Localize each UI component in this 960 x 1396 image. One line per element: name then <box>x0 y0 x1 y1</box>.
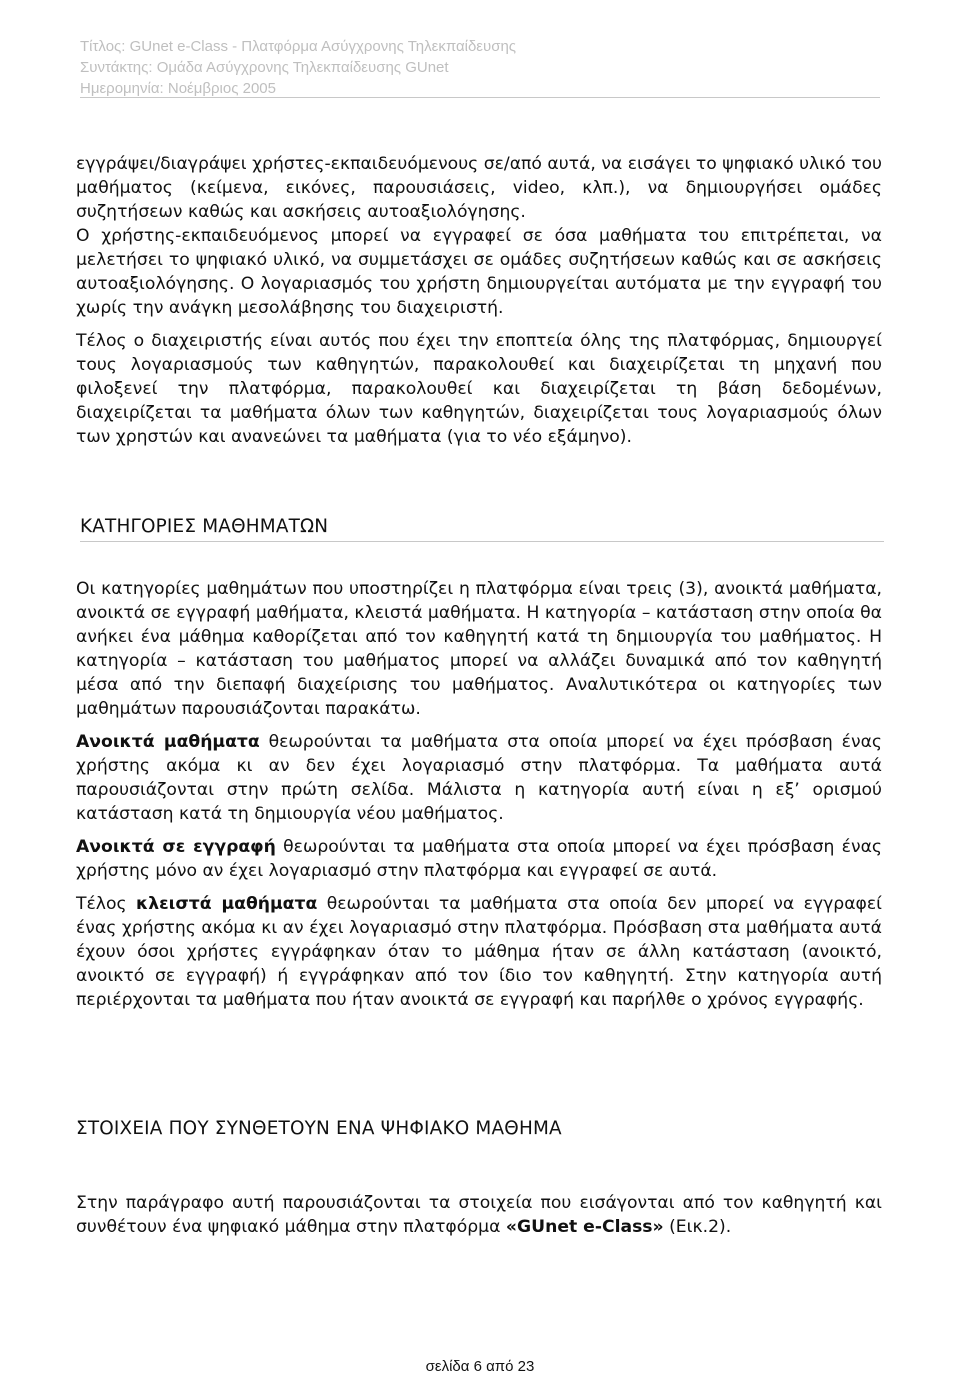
intro-paragraph-1: εγγράψει/διαγράψει χρήστες-εκπαιδευόμενους σε/από αυτά, να εισάγει το ψηφιακό υλικό του μαθήματος (κείμενα, εικόνες, παρουσιάσεις, video, κλπ.), να δημιουργήσει ομάδες συζητήσεων καθώς και ασκήσεις αυτοαξιολόγησης. <box>76 154 882 222</box>
intro-text <box>76 152 882 449</box>
section-heading-elements: ΣΤΟΙΧΕΙΑ ΠΟΥ ΣΥΝΘΕΤΟΥΝ ΕΝΑ ΨΗΦΙΑΚΟ ΜΑΘΗΜΑ <box>76 1118 562 1139</box>
elements-paragraph-1 <box>76 1191 882 1239</box>
header-author: Συντάκτης: Ομάδα Ασύγχρονης Τηλεκπαίδευσης GUnet <box>80 59 449 76</box>
header-divider <box>80 97 880 98</box>
categories-paragraph-open <box>76 730 882 826</box>
open-courses-text: θεωρούνται τα μαθήματα στα οποία μπορεί να έχει πρόσβαση ένας χρήστης ακόμα κι αν δεν έχει λογαριασμό στην πλατφόρμα. Τα μαθήματα αυτά παρουσιάζονται στην πρώτη σελίδα. Μάλιστα η κατηγορία αυτή είναι η εξ’ ορισμού κατάσταση κατά τη δημιουργία νέου μαθήματος. <box>76 732 882 824</box>
registration-courses-text: θεωρούνται τα μαθήματα στα οποία μπορεί να έχει πρόσβαση ένας χρήστης μόνο αν έχει λογαριασμό στην πλατφόρμα και εγγραφεί σε αυτά. <box>76 837 882 881</box>
closed-courses-prefix: Τέλος <box>76 894 137 914</box>
page-number: σελίδα 6 από 23 <box>425 1358 535 1375</box>
categories-paragraph-registration <box>76 835 882 883</box>
categories-paragraph-closed <box>76 892 882 1012</box>
header-title: Τίτλος: GUnet e-Class - Πλατφόρμα Ασύγχρονης Τηλεκπαίδευσης <box>80 38 517 55</box>
closed-courses-term: κλειστά μαθήματα <box>136 894 318 914</box>
categories-paragraph-1: Οι κατηγορίες μαθημάτων που υποστηρίζει η πλατφόρμα είναι τρεις (3), ανοικτά μαθήματα, ανοικτά σε εγγραφή μαθήματα, κλειστά μαθήματα. Η κατηγορία – κατάσταση στην οποία θα ανήκει ένα μάθημα καθορίζεται από τον καθηγητή κατά τη δημιουργία του μαθήματος. Η κατηγορία – κατάσταση του μαθήματος μπορεί να αλλάζει δυναμικά από τον καθηγητή μέσα από την διεπαφή διαχείρισης του μαθήματος. Αναλυτικότερα οι κατηγορίες των μαθημάτων παρουσιάζονται παρακάτω. <box>76 579 882 719</box>
elements-text-pre: Στην παράγραφο αυτή παρουσιάζονται τα στοιχεία που εισάγονται από τον καθηγητή και συνθέτουν ένα ψηφιακό μάθημα στην πλατφόρμα <box>76 1193 882 1237</box>
registration-courses-term: Ανοικτά σε εγγραφή <box>76 837 276 857</box>
categories-section <box>76 577 882 1012</box>
intro-paragraph-3: Τέλος ο διαχειριστής είναι αυτός που έχει την εποπτεία όλης της πλατφόρμας, δημιουργεί τους λογαριασμούς των καθηγητών, παρακολουθεί και διαχειρίζεται τη μηχανή που φιλοξενεί την πλατφόρμα, παρακολουθεί και διαχειρίζεται τη βάση δεδομένων, διαχειρίζεται τα μαθήματα όλων των καθηγητών, διαχειρίζεται τους λογαριασμούς όλων των χρηστών και ανανεώνει τα μαθήματα (για το νέο εξάμηνο). <box>76 331 882 447</box>
section-heading-categories: ΚΑΤΗΓΟΡΙΕΣ ΜΑΘΗΜΑΤΩΝ <box>80 516 329 537</box>
closed-courses-text: θεωρούνται τα μαθήματα στα οποία δεν μπορεί να εγγραφεί ένας χρήστης ακόμα κι αν έχει λογαριασμό στην πλατφόρμα. Πρόσβαση στα μαθήματα αυτά έχουν όσοι χρήστες εγγράφηκαν όταν το μάθημα ήταν σε άλλη κατάσταση (ανοικτό, ανοικτό σε εγγραφή) ή εγγράφηκαν από τον ίδιο τον καθηγητή. Στην κατηγορία αυτή περιέρχονται τα μαθήματα που ήταν ανοικτά σε εγγραφή και παρήλθε ο χρόνος εγγραφής. <box>76 894 882 1010</box>
elements-section <box>76 1191 882 1239</box>
intro-paragraph-2: Ο χρήστης-εκπαιδευόμενος μπορεί να εγγραφεί σε όσα μαθήματα του επιτρέπεται, να μελετήσει το ψηφιακό υλικό, να συμμετάσχει σε ομάδες συζητήσεων καθώς και σε ασκήσεις αυτοαξιολόγησης. Ο λογαριασμός του χρήστη δημιουργείται αυτόματα με την εγγραφή του χωρίς την ανάγκη μεσολάβησης του διαχειριστή. <box>76 226 882 318</box>
elements-text-post: (Εικ.2). <box>663 1217 732 1237</box>
running-header <box>80 36 880 99</box>
open-courses-term: Ανοικτά μαθήματα <box>76 732 260 752</box>
header-date: Ημερομηνία: Νοέμβριος 2005 <box>80 80 276 97</box>
platform-name: «GUnet e-Class» <box>505 1217 664 1237</box>
section-heading-divider <box>80 541 884 542</box>
